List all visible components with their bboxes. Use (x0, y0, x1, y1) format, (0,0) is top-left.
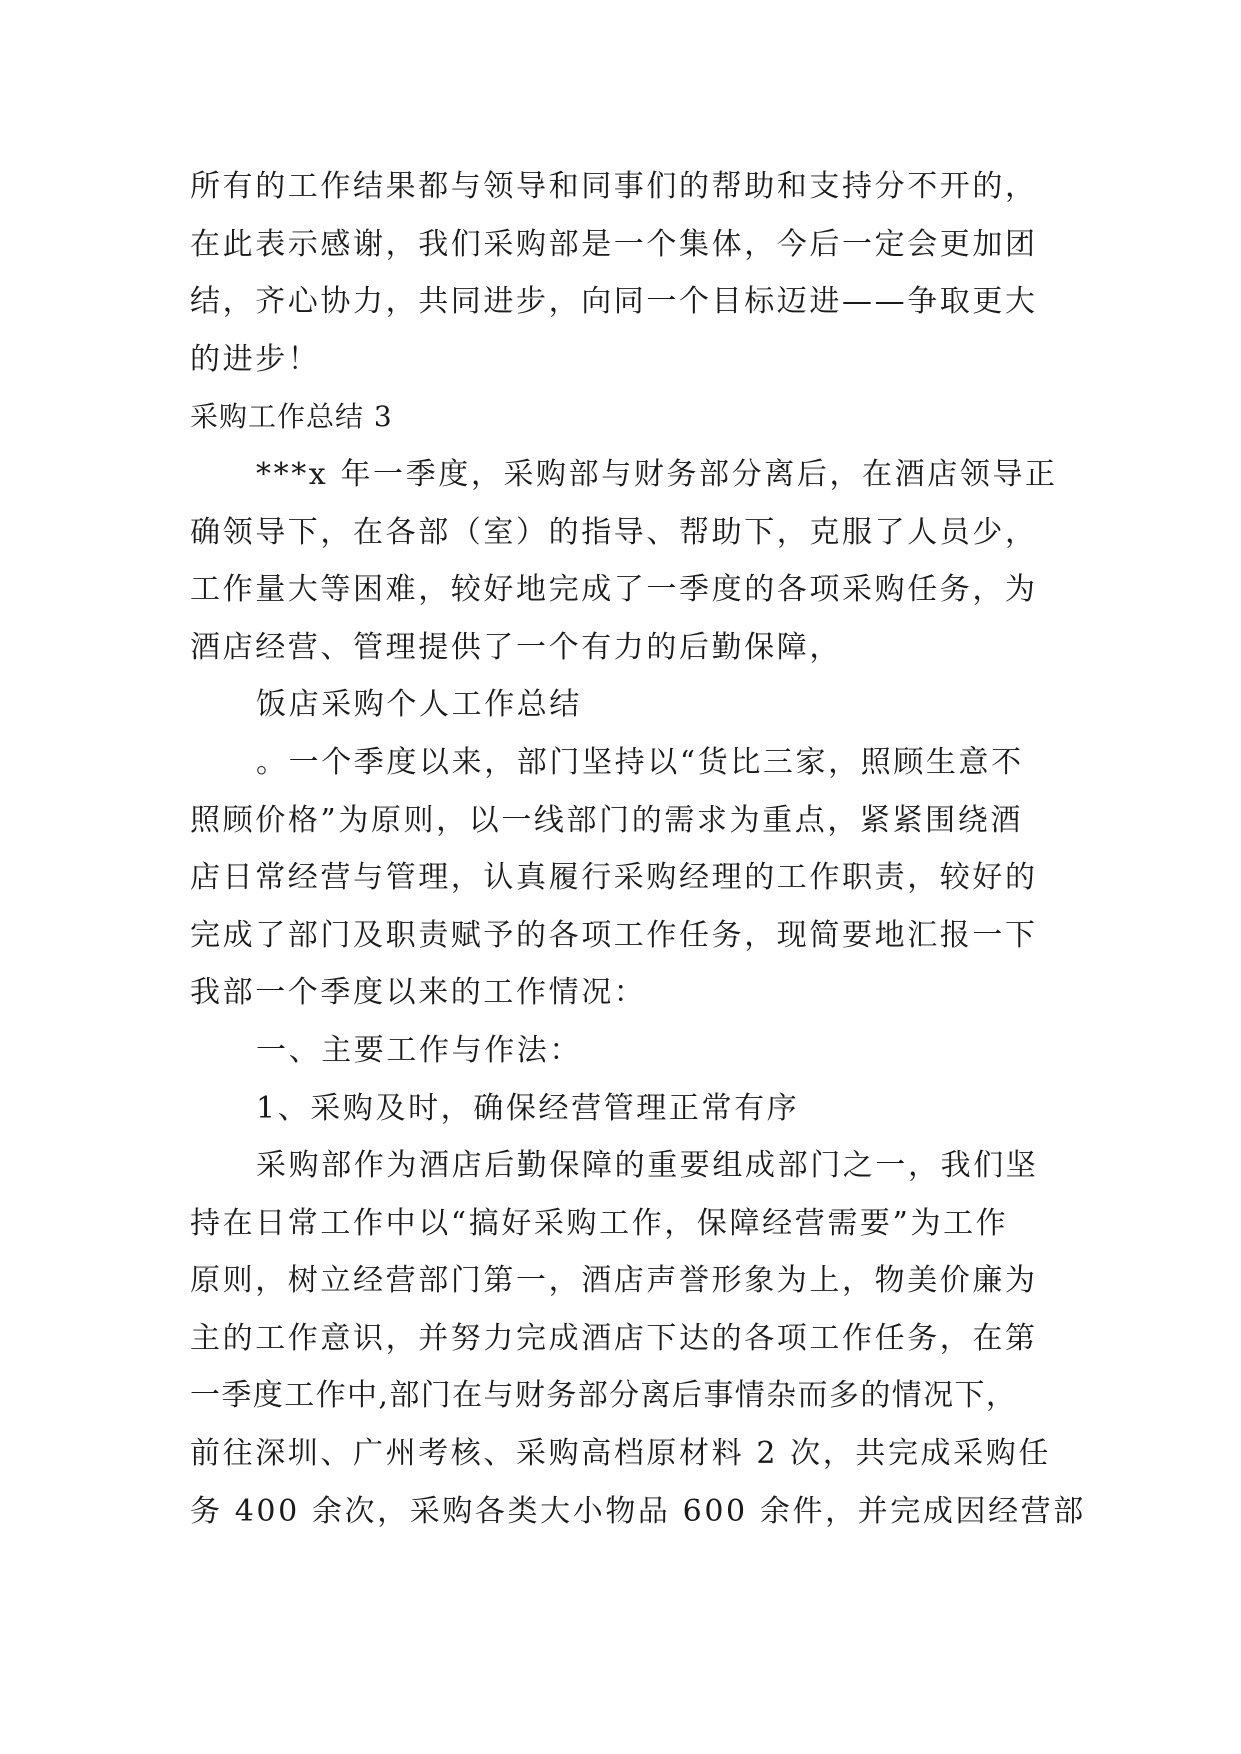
paragraph-line: 确领导下，在各部（室）的指导、帮助下，克服了人员少， (190, 514, 1038, 550)
paragraph-line: 原则，树立经营部门第一，酒店声誉形象为上，物美价廉为 (190, 1263, 1038, 1299)
paragraph-line: 在此表示感谢，我们采购部是一个集体，今后一定会更加团 (190, 226, 1038, 262)
paragraph-line: 完成了部门及职责赋予的各项工作任务，现简要地汇报一下 (190, 917, 1038, 953)
paragraph-line: 务 400 余次，采购各类大小物品 600 余件，并完成因经营部 (190, 1493, 1086, 1529)
paragraph-line: 。一个季度以来，部门坚持以“货比三家，照顾生意不 (256, 744, 1024, 780)
paragraph-line: 所有的工作结果都与领导和同事们的帮助和支持分不开的， (190, 169, 1038, 204)
paragraph-line: 采购部作为酒店后勤保障的重要组成部门之一，我们坚 (256, 1148, 1039, 1184)
paragraph-line: 工作量大等困难，较好地完成了一季度的各项采购任务，为 (190, 572, 1038, 608)
paragraph-line: 结，齐心协力，共同进步，向同一个目标迈进——争取更大 (190, 284, 1038, 320)
paragraph-line: 持在日常工作中以“搞好采购工作，保障经营需要”为工作 (190, 1205, 1009, 1241)
section-title: 一、主要工作与作法： (256, 1032, 582, 1068)
document-body (190, 158, 1086, 1540)
paragraph-line: 一季度工作中,部门在与财务部分离后事情杂而多的情况下， (190, 1378, 1018, 1414)
subsection-title: 1、采购及时，确保经营管理正常有序 (256, 1090, 800, 1126)
paragraph-line: 照顾价格”为原则，以一线部门的需求为重点，紧紧围绕酒 (190, 802, 1023, 838)
paragraph-line: 我部一个季度以来的工作情况： (190, 975, 647, 1011)
section-heading: 采购工作总结 3 (190, 400, 393, 434)
paragraph-line: 主的工作意识，并努力完成酒店下达的各项工作任务，在第 (190, 1320, 1038, 1356)
paragraph-line: 酒店经营、管理提供了一个有力的后勤保障， (190, 629, 842, 665)
paragraph-line: 店日常经营与管理，认真履行采购经理的工作职责，较好的 (190, 860, 1038, 896)
paragraph-line: 前往深圳、广州考核、采购高档原材料 2 次，共完成采购任 (190, 1436, 1051, 1472)
paragraph-line: ***x 年一季度，采购部与财务部分离后，在酒店领导正 (256, 456, 1058, 492)
subheading-line: 饭店采购个人工作总结 (256, 687, 582, 723)
paragraph-line: 的进步！ (190, 341, 321, 377)
